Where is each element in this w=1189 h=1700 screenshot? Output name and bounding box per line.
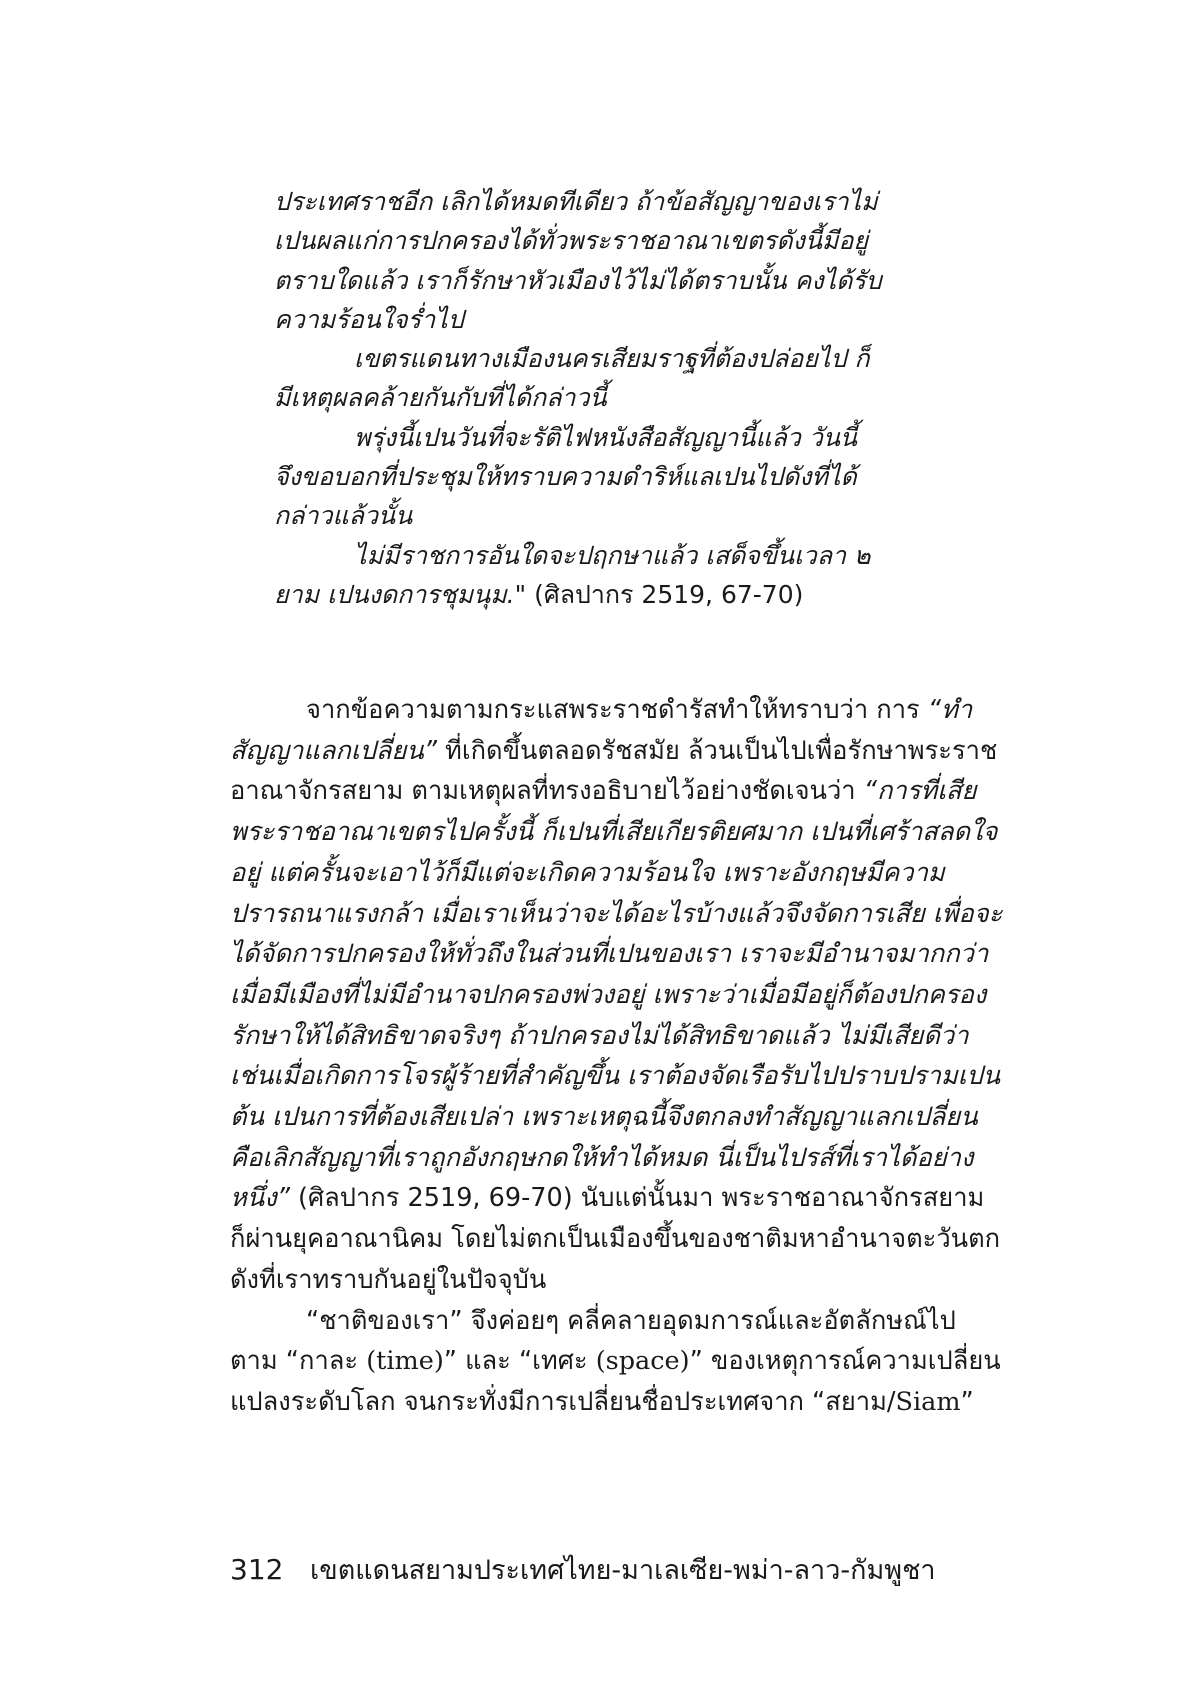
quote-line: เปนผลแก่การปกครองได้ทั่วพระราชอาณาเขตรดังนี้มีอยู่	[274, 226, 869, 256]
paragraph-line: คือเลิกสัญญาที่เราถูกอังกฤษกดให้ทำได้หมด นี่เป็นไปรส์ที่เราได้อย่าง	[230, 1142, 974, 1173]
italic-quote-run: สัญญาแลกเปลี่ยน”	[230, 735, 437, 766]
body-text	[230, 690, 1003, 1423]
paragraph-line: ต้น เปนการที่ต้องเสียเปล่า เพราะเหตุฉนี้จึงตกลงทำสัญญาแลกเปลี่ยน	[230, 1102, 978, 1133]
quote-line: เขตรแดนทางเมืองนครเสียมราฐที่ต้องปล่อยไป ก็	[354, 344, 870, 374]
quote-line-text: ยาม เปนงดการชุมนุม."	[274, 579, 527, 609]
page-number: 312	[230, 1553, 284, 1586]
paragraph-line: เช่นเมื่อเกิดการโจรผู้ร้ายที่สำคัญขึ้น เราต้องจัดเรือรับไปปราบปรามเปน	[230, 1061, 1001, 1092]
text-run: ตาม “กาละ	[230, 1346, 367, 1377]
text-run: ” ของเหตุการณ์ความเปลี่ยน	[689, 1346, 1001, 1377]
text-run: แปลงระดับโลก จนกระทั่งมีการเปลี่ยนชื่อประเทศจาก “สยาม/	[230, 1386, 896, 1417]
paragraph-line: ได้จัดการปกครองให้ทั่วถึงในส่วนที่เปนของเรา เราจะมีอำนาจมากกว่า	[230, 939, 989, 970]
block-quote	[274, 182, 906, 614]
quote-line: ตราบใดแล้ว เราก็รักษาหัวเมืองไว้ไม่ได้ตราบนั้น คงได้รับ	[274, 265, 882, 295]
italic-quote-run: หนึ่ง”	[230, 1183, 290, 1214]
quote-line: พรุ่งนี้เปนวันที่จะรัติไฟหนังสือสัญญานี้แล้ว วันนี้	[354, 422, 858, 452]
paragraph-line: “ชาติของเรา” จึงค่อยๆ คลี่คลายอุดมการณ์และอัตลักษณ์ไป	[306, 1305, 956, 1336]
quote-citation: (ศิลปากร 2519, 67-70)	[526, 579, 804, 609]
text-run: อาณาจักรสยาม ตามเหตุผลที่ทรงอธิบายไว้อย่างชัดเจนว่า	[230, 776, 864, 807]
paragraph-line: เมื่อมีเมืองที่ไม่มีอำนาจปกครองพ่วงอยู่ เพราะว่าเมื่อมีอยู่ก็ต้องปกครอง	[230, 979, 987, 1010]
paragraph-line	[230, 771, 977, 812]
paragraph-line: ดังที่เราทราบกันอยู่ในปัจจุบัน	[230, 1264, 547, 1295]
quote-line: จึงขอบอกที่ประชุมให้ทราบความดำริห์แลเปนไปดังที่ได้	[274, 462, 857, 492]
latin-run: (time)	[366, 1346, 444, 1377]
page-footer	[230, 1553, 970, 1588]
text-run: ที่เกิดขึ้นตลอดรัชสมัย ล้วนเป็นไปเพื่อรักษาพระราช	[436, 735, 998, 766]
text-run: ”	[960, 1386, 974, 1417]
paragraph-line	[230, 1341, 1001, 1382]
paragraph-line	[230, 690, 973, 731]
quote-line: ไม่มีราชการอันใดจะปฤกษาแล้ว เสด็จขึ้นเวลา ๒	[354, 540, 871, 570]
text-run: จากข้อความตามกระแสพระราชดำรัสทำให้ทราบว่า การ	[306, 695, 928, 725]
text-run: (ศิลปากร 2519, 69-70) นับแต่นั้นมา พระราชอาณาจักรสยาม	[289, 1183, 985, 1214]
paragraph-line: พระราชอาณาเขตรไปครั้งนี้ ก็เปนที่เสียเกียรติยศมาก เปนที่เศร้าสลดใจ	[230, 817, 998, 848]
paragraph-line: รักษาให้ได้สิทธิขาดจริงๆ ถ้าปกครองไม่ได้สิทธิขาดแล้ว ไม่มีเสียดีว่า	[230, 1020, 969, 1051]
latin-run: Siam	[895, 1386, 961, 1417]
quote-line: ความร้อนใจร่ำไป	[274, 304, 464, 334]
quote-last-line	[274, 575, 906, 614]
italic-quote-run: “การที่เสีย	[863, 776, 977, 807]
paragraph-line: อยู่ แต่ครั้นจะเอาไว้ก็มีแต่จะเกิดความร้อนใจ เพราะอังกฤษมีความ	[230, 857, 945, 888]
paragraph-line: ก็ผ่านยุคอาณานิคม โดยไม่ตกเป็นเมืองขึ้นของชาติมหาอำนาจตะวันตก	[230, 1224, 1001, 1255]
paragraph-line	[230, 1178, 985, 1219]
paragraph-line: ปรารถนาแรงกล้า เมื่อเราเห็นว่าจะได้อะไรบ้างแล้วจึงจัดการเสีย เพื่อจะ	[230, 898, 1003, 929]
quote-line: ประเทศราชอีก เลิกได้หมดทีเดียว ถ้าข้อสัญญาของเราไม่	[274, 187, 878, 216]
quote-line: กล่าวแล้วนั้น	[274, 501, 413, 531]
paragraph-line	[230, 731, 998, 772]
text-run: ” และ “เทศะ	[443, 1346, 596, 1377]
italic-quote-run: “ทำ	[927, 695, 973, 725]
quote-line: มีเหตุผลคล้ายกันกับที่ได้กล่าวนี้	[274, 383, 607, 413]
latin-run: (space)	[595, 1346, 690, 1377]
paragraph-line	[230, 1382, 974, 1423]
running-title: เขตแดนสยามประเทศไทย-มาเลเซีย-พม่า-ลาว-กัมพูชา	[310, 1555, 936, 1586]
